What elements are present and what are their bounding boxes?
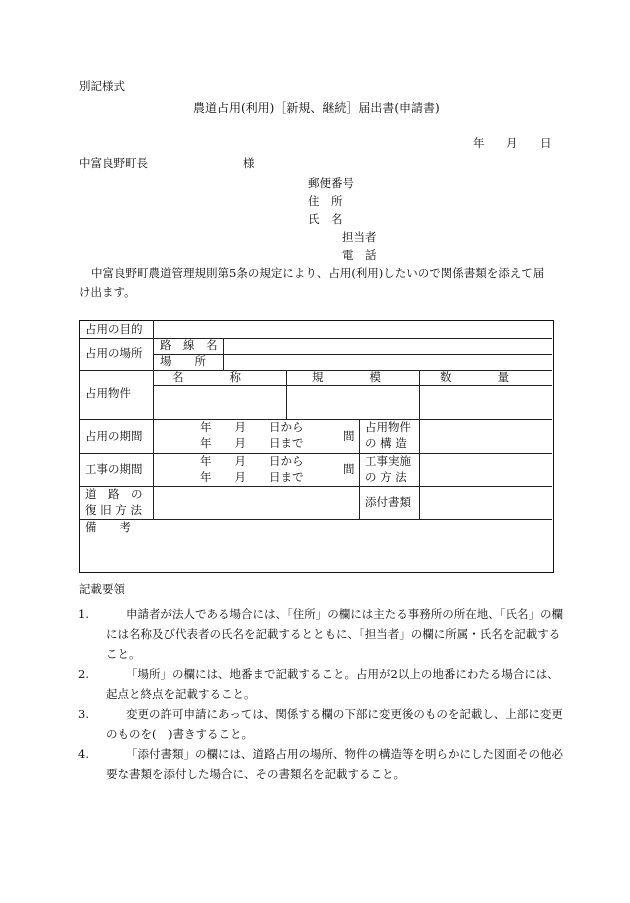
note-text: 「場所」の欄には、地番まで記載すること。占用が2以上の地番にわたる場合には、起点と終点を記載すること。 (106, 667, 559, 701)
col-quantity: 数 量 (440, 370, 509, 384)
form-title: 農道占用(利用)［新規、継続］届出書(申請書) (193, 101, 440, 115)
label-route: 路 線 名 (160, 338, 218, 352)
applicant-name: 氏 名 (308, 212, 343, 226)
applicant-phone: 電 話 (342, 248, 377, 262)
notes-heading: 記載要領 (79, 582, 125, 596)
col-name: 名 称 (172, 370, 241, 384)
note-item (78, 664, 564, 704)
table-rule (286, 370, 287, 419)
note-item (78, 744, 564, 784)
table-rule (154, 385, 552, 386)
label-structure-2: の 構 造 (365, 436, 407, 450)
label-place: 場 所 (160, 354, 206, 368)
note-item (78, 704, 564, 744)
table-rule (80, 486, 552, 487)
intro-line-1: 中富良野町農道管理規則第5条の規定により、占用(利用)したいので関係書類を添えて届 (91, 266, 545, 280)
label-object: 占用物件 (85, 386, 131, 400)
label-purpose: 占用の目的 (85, 322, 143, 336)
col-scale: 規 模 (312, 370, 381, 384)
label-method-2: の 方 法 (365, 470, 407, 484)
table-rule (80, 453, 552, 454)
period-kan: 間 (343, 429, 355, 443)
note-text: 変更の許可申請にあっては、関係する欄の下部に変更後のものを記載し、上部に変更のものを( )書きすること。 (106, 707, 563, 741)
work-kan: 間 (343, 462, 355, 476)
label-remarks: 備 考 (85, 520, 131, 534)
period-to: 年 月 日まで (200, 436, 304, 450)
note-number: 4. (78, 747, 89, 761)
applicant-contact: 担当者 (342, 230, 377, 244)
note-number: 2. (78, 667, 89, 681)
table-rule (359, 419, 360, 519)
applicant-postal: 郵便番号 (308, 176, 354, 190)
table-rule (80, 519, 552, 520)
honorific: 様 (243, 156, 255, 170)
label-period: 占用の期間 (85, 429, 143, 443)
label-work-period: 工事の期間 (85, 462, 143, 476)
work-from: 年 月 日から (200, 454, 304, 468)
applicant-address: 住 所 (308, 194, 343, 208)
note-number: 3. (78, 707, 89, 721)
label-restore-2: 復 旧 方 法 (85, 503, 142, 517)
note-text: 申請者が法人である場合には、「住所」の欄には主たる事務所の所在地、「氏名」の欄には名称及び代表者の氏名を記載するとともに、「担当者」の欄に所属・氏名を記載すること。 (106, 607, 563, 661)
table-rule (80, 338, 552, 339)
label-attachments: 添付書類 (365, 495, 411, 509)
work-to: 年 月 日まで (200, 470, 304, 484)
table-rule (223, 338, 224, 370)
table-rule (80, 419, 552, 420)
label-structure-1: 占用物件 (365, 420, 411, 434)
note-number: 1. (78, 607, 89, 621)
addressee: 中富良野町長 (79, 156, 148, 170)
form-label: 別記様式 (79, 79, 125, 93)
label-restore-1: 道 路 の (85, 487, 143, 501)
date-year: 年 (473, 136, 485, 150)
label-method-1: 工事実施 (365, 454, 411, 468)
table-rule (153, 321, 154, 519)
table-rule (419, 370, 420, 419)
table-rule (154, 354, 552, 355)
note-item (78, 604, 564, 664)
period-from: 年 月 日から (200, 420, 304, 434)
date-month: 月 (506, 136, 518, 150)
table-rule (419, 419, 420, 519)
note-text: 「添付書類」の欄には、道路占用の場所、物件の構造等を明らかにした図面その他必要な書類を添付した場合に、その書類名を記載すること。 (106, 747, 563, 781)
label-location: 占用の場所 (85, 346, 143, 360)
date-day: 日 (540, 136, 552, 150)
intro-line-2: け出ます。 (79, 285, 136, 299)
application-form-table (79, 320, 554, 573)
